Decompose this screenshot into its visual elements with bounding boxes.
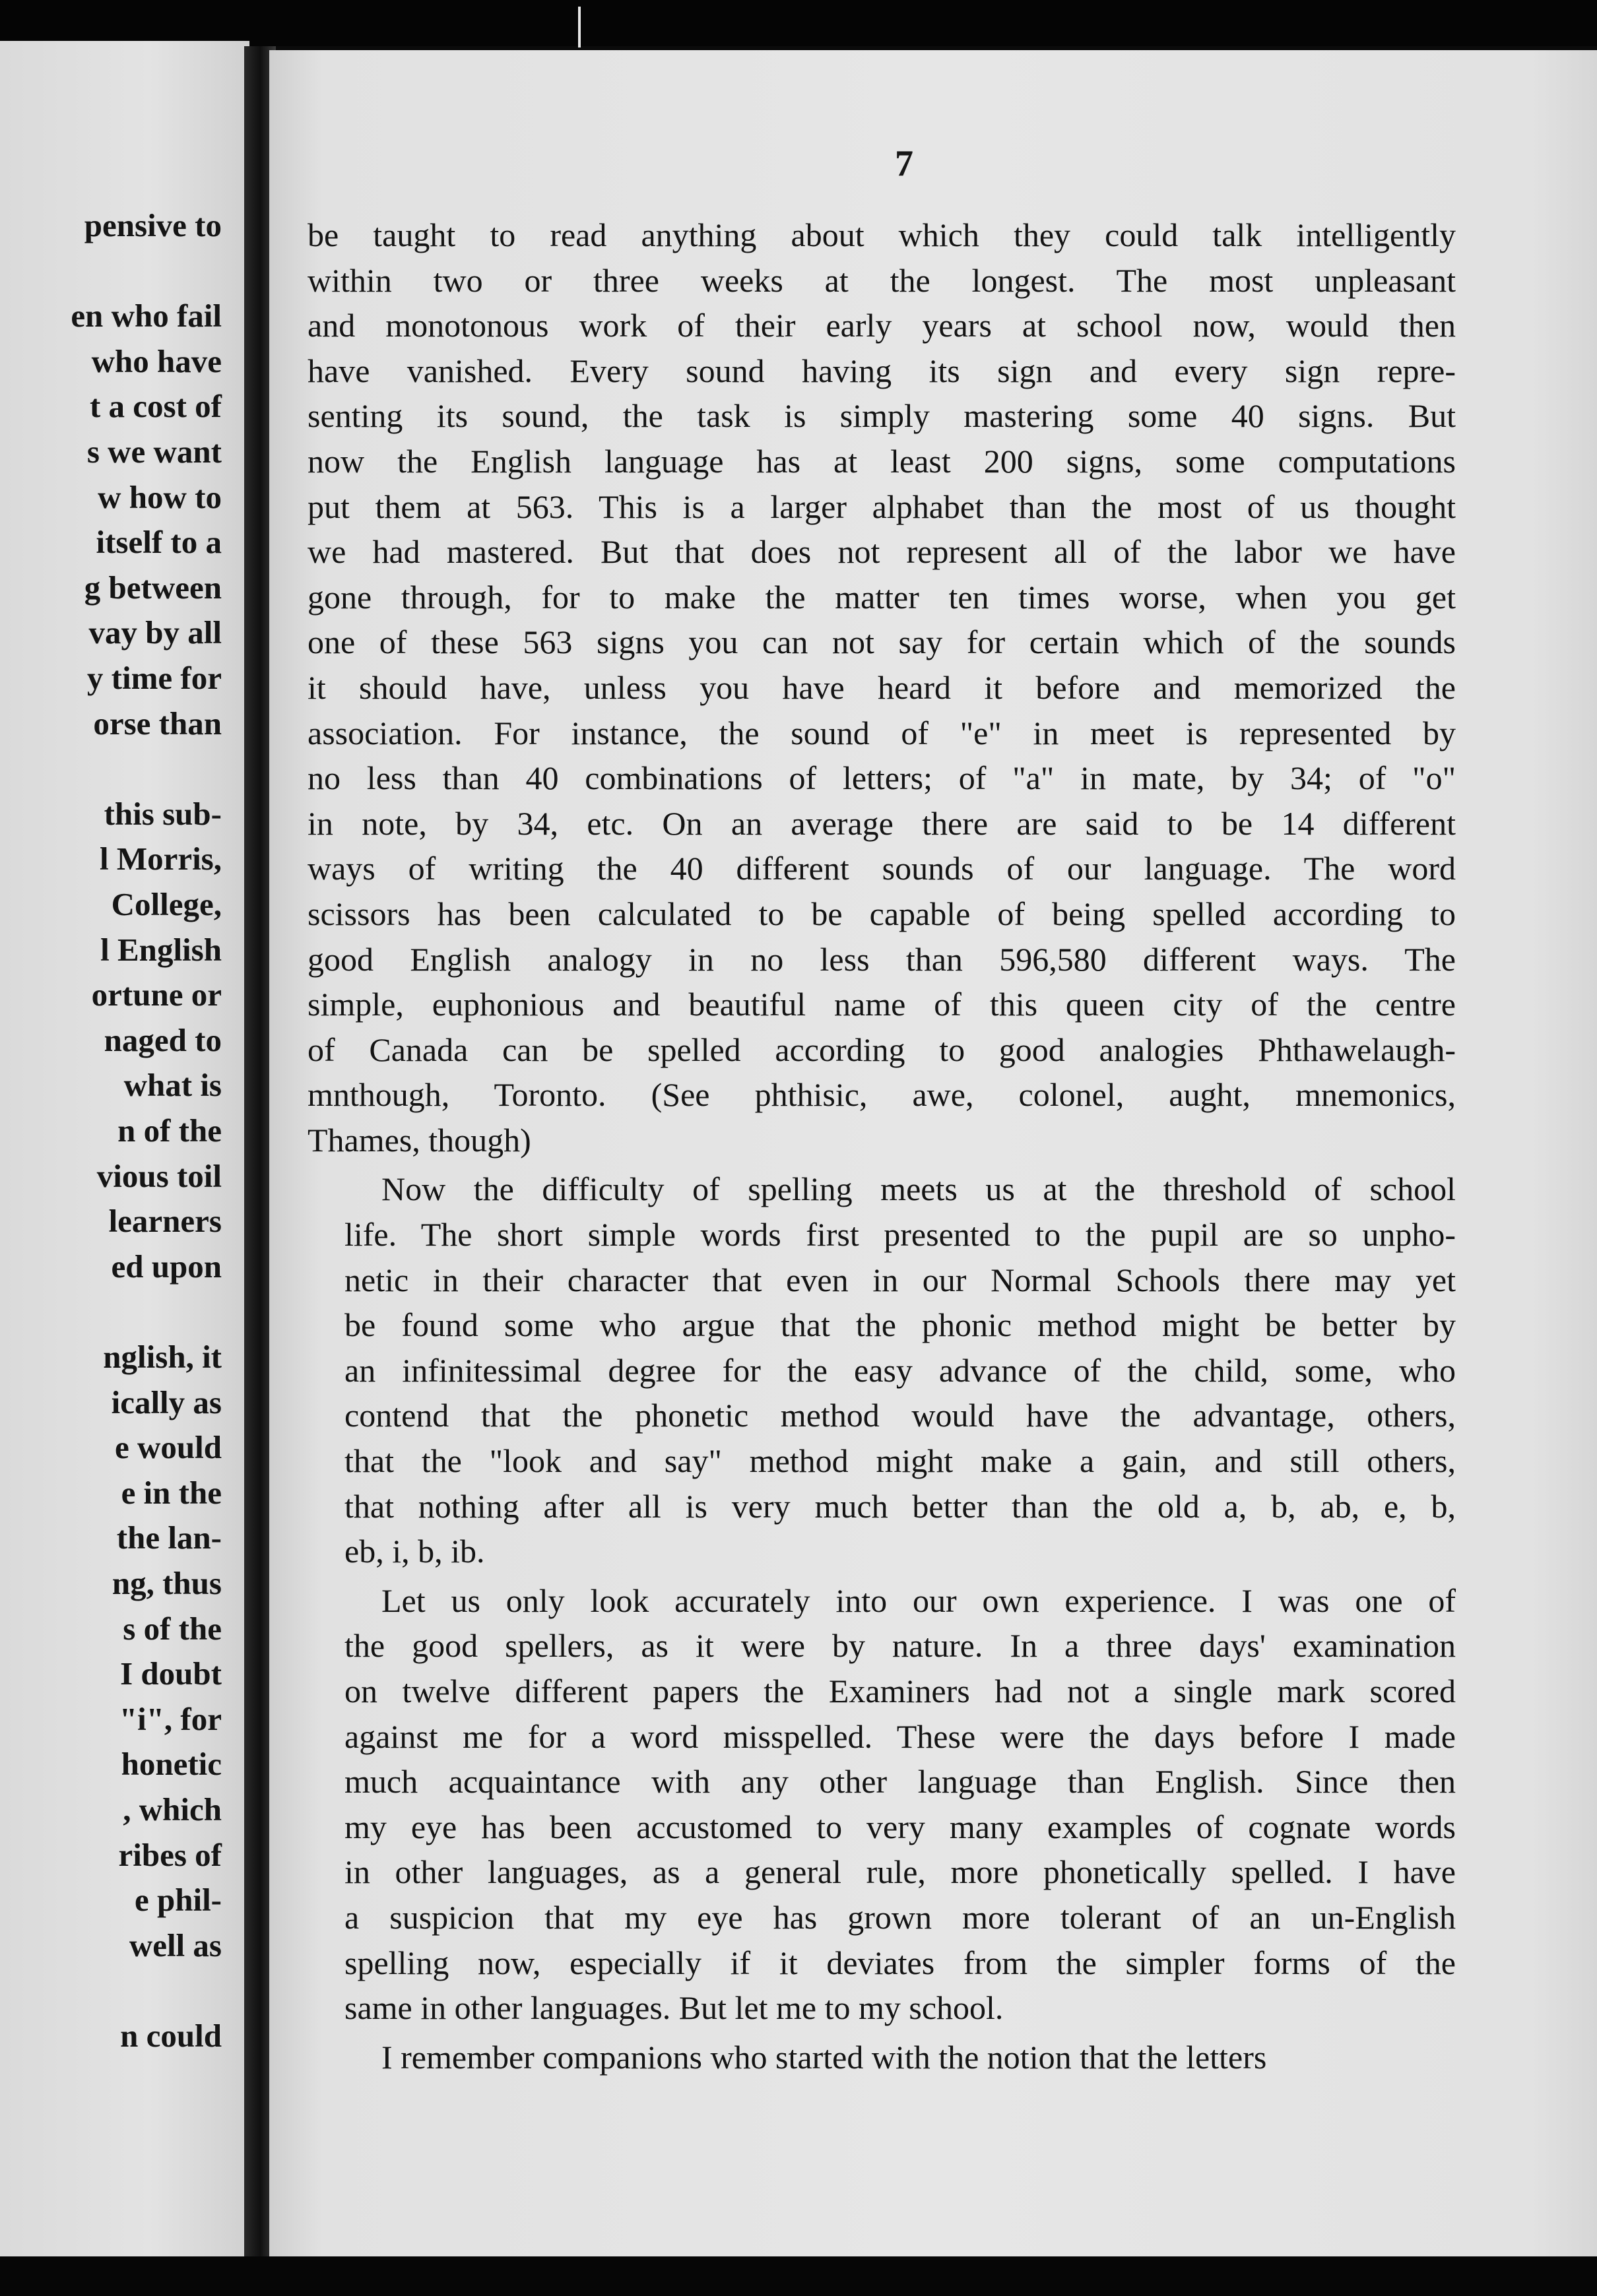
facing-page-fragment: en who fail (71, 298, 222, 335)
facing-page-fragment: I doubt (120, 1655, 222, 1692)
text-line: be found some who argue that the phonic method might be better by (344, 1306, 1456, 1344)
facing-page-edge (0, 41, 249, 2258)
text-line: same in other languages. But let me to my school. (344, 1989, 1004, 2027)
facing-page-fragment: "i", for (119, 1700, 222, 1737)
facing-page-fragment: nglish, it (103, 1339, 222, 1375)
text-line: mnthough, Toronto. (See phthisic, awe, colonel, aught, mnemonics, (308, 1076, 1456, 1114)
scan-top-border (0, 0, 1597, 46)
text-line: be taught to read anything about which they could talk intelligently (308, 216, 1456, 253)
facing-page-fragment: orse than (93, 705, 222, 742)
facing-page-fragment: learners (108, 1203, 222, 1240)
paragraph (308, 1166, 1456, 1574)
text-line: contend that the phonetic method would have the advantage, others, (344, 1397, 1456, 1434)
facing-page-fragment: what is (123, 1067, 222, 1104)
text-line: against me for a word misspelled. These were the days before I made (344, 1717, 1456, 1755)
facing-page-fragment: s of the (123, 1610, 222, 1647)
text-line: Let us only look accurately into our own experience. I was one of (381, 1581, 1456, 1619)
facing-page-fragment: ortune or (91, 976, 222, 1013)
facing-page-fragment: this sub- (104, 795, 222, 832)
text-line: much acquaintance with any other language than English. Since then (344, 1763, 1456, 1801)
facing-page-fragment: n of the (117, 1112, 222, 1149)
text-line: I remember companions who started with the notion that the letters (381, 2038, 1267, 2076)
text-line: in note, by 34, etc. On an average there are said to be 14 different (308, 804, 1456, 842)
text-line: spelling now, especially if it deviates from the simpler forms of the (344, 1944, 1456, 1981)
scan-bottom-border (0, 2256, 1597, 2296)
facing-page-fragment: ribes of (118, 1836, 222, 1873)
body-text (308, 212, 1456, 2080)
text-line: in other languages, as a general rule, more phonetically spelled. I have (344, 1853, 1456, 1891)
facing-page-fragment: g between (84, 569, 222, 606)
text-line: a suspicion that my eye has grown more tolerant of an un-English (344, 1898, 1456, 1936)
facing-page-fragment: pensive to (84, 207, 222, 243)
facing-page-fragment: n could (120, 2018, 222, 2054)
text-line: within two or three weeks at the longest. The most unpleasant (308, 261, 1456, 299)
text-line: that nothing after all is very much better than the old a, b, ab, e, b, (344, 1487, 1456, 1525)
facing-page-fragment: itself to a (96, 524, 222, 561)
facing-page-fragment: College, (111, 886, 222, 922)
text-line: and monotonous work of their early years at school now, would then (308, 307, 1456, 344)
text-line: no less than 40 combinations of letters; of "a" in mate, by 34; of "o" (308, 759, 1456, 797)
text-line: one of these 563 signs you can not say for certain which of the sounds (308, 623, 1456, 661)
page-number: 7 (895, 143, 913, 184)
facing-page-fragment: s we want (86, 433, 222, 470)
facing-page-fragment: , which (123, 1791, 222, 1828)
text-line: that the "look and say" method might make a gain, and still others, (344, 1442, 1456, 1480)
facing-page-fragment: ng, thus (112, 1565, 222, 1601)
text-line: have vanished. Every sound having its sign and every sign repre- (308, 352, 1456, 389)
text-line: ways of writing the 40 different sounds of our language. The word (308, 850, 1456, 887)
facing-page-fragment: vay by all (88, 614, 222, 651)
text-line: on twelve different papers the Examiners had not a single mark scored (344, 1673, 1456, 1709)
facing-page-fragment: well as (129, 1927, 222, 1963)
facing-page-fragment: t a cost of (89, 388, 222, 425)
facing-page-fragment: honetic (121, 1746, 222, 1783)
facing-page-fragment: ed upon (111, 1248, 222, 1285)
facing-page-fragment: e phil- (134, 1882, 222, 1919)
facing-page-fragment: naged to (104, 1021, 222, 1058)
text-line: the good spellers, as it were by nature. In a three days' examination (344, 1627, 1456, 1665)
text-line: senting its sound, the task is simply mastering some 40 signs. But (308, 397, 1456, 435)
paragraph (308, 1578, 1456, 2031)
text-line: gone through, for to make the matter ten times worse, when you get (308, 578, 1456, 616)
text-line: my eye has been accustomed to very many examples of cognate words (344, 1808, 1456, 1845)
text-line: life. The short simple words first presented to the pupil are so unpho- (344, 1216, 1456, 1254)
text-line: we had mastered. But that does not represent all of the labor we have (308, 533, 1456, 571)
facing-page-fragment: l English (100, 931, 222, 968)
text-line: simple, euphonious and beautiful name of this queen city of the centre (308, 986, 1456, 1023)
text-line: an infinitessimal degree for the easy advance of the child, some, who (344, 1351, 1456, 1389)
text-line: put them at 563. This is a larger alphabet than the most of us thought (308, 488, 1456, 525)
facing-page-fragment: ically as (111, 1384, 222, 1420)
scan-registration-mark (578, 7, 581, 48)
text-line: eb, i, b, ib. (344, 1533, 485, 1570)
paragraph (308, 2035, 1456, 2080)
facing-page-fragment: e would (114, 1429, 222, 1466)
facing-page-fragment: w how to (98, 478, 222, 515)
facing-page-fragment: e in the (121, 1474, 222, 1511)
facing-page-fragment: who have (91, 342, 222, 379)
facing-page-fragment: vious toil (96, 1157, 222, 1194)
book-page (269, 50, 1597, 2256)
text-line: of Canada can be spelled according to good analogies Phthawelaugh- (308, 1031, 1456, 1068)
text-line: Now the difficulty of spelling meets us at the threshold of school (381, 1170, 1456, 1208)
facing-page-fragment: the lan- (116, 1519, 222, 1556)
text-line: association. For instance, the sound of "e" in meet is represented by (308, 714, 1456, 751)
text-line: it should have, unless you have heard it before and memorized the (308, 668, 1456, 706)
facing-page-fragment: y time for (86, 660, 222, 696)
facing-page-fragment: l Morris, (99, 841, 222, 877)
text-line: now the English language has at least 200 signs, some computations (308, 442, 1456, 480)
text-line: netic in their character that even in our Normal Schools there may yet (344, 1261, 1456, 1298)
text-line: good English analogy in no less than 596,580 different ways. The (308, 940, 1456, 978)
text-line: scissors has been calculated to be capable of being spelled according to (308, 895, 1456, 932)
text-line: Thames, though) (308, 1121, 531, 1159)
paragraph (308, 212, 1456, 1163)
